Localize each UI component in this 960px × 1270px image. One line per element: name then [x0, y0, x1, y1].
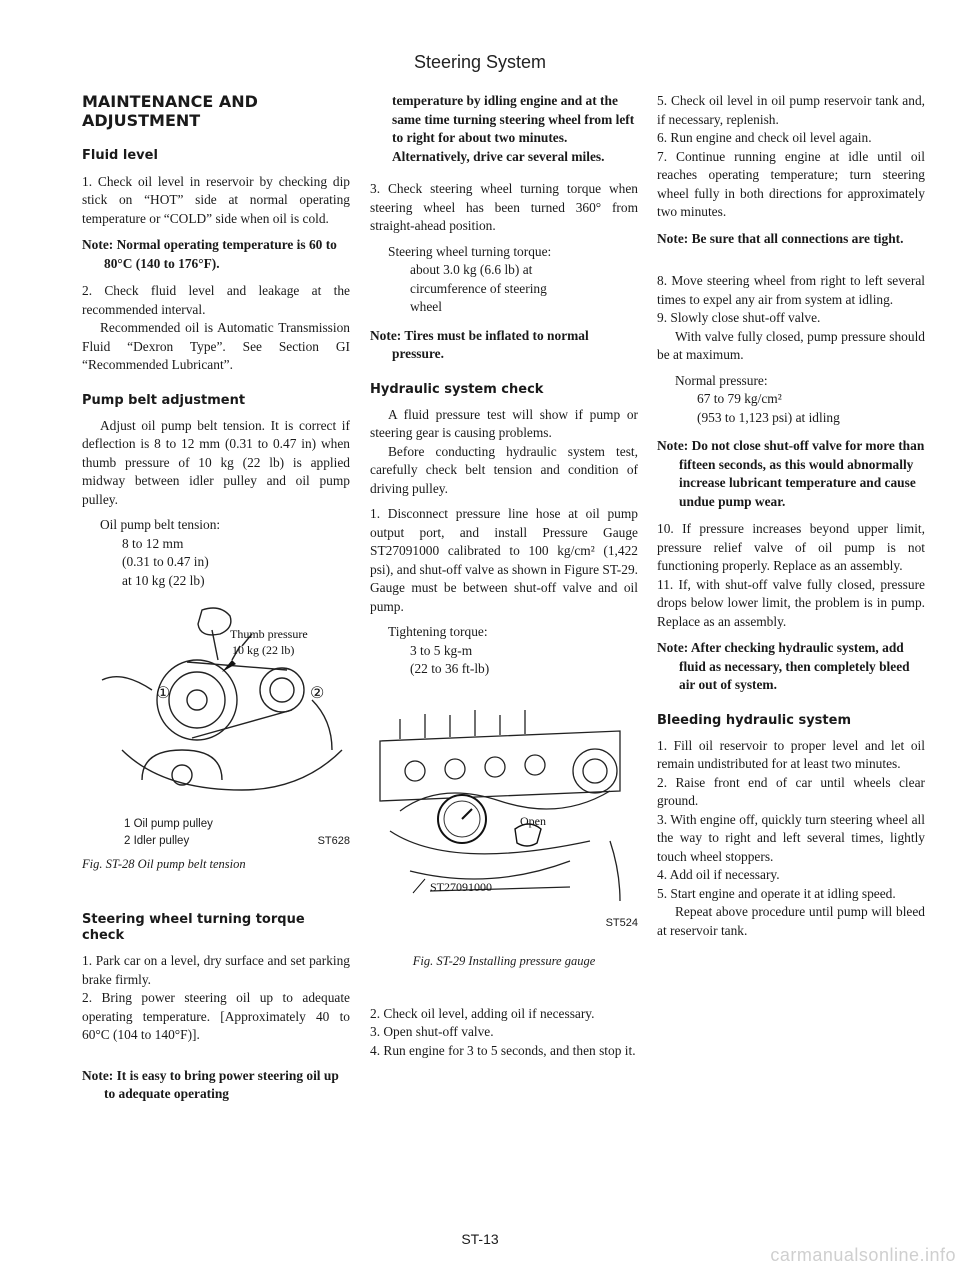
- paragraph: 8. Move steering wheel from right to left several times to expel any air from system at idling.: [657, 273, 925, 307]
- figure-caption: Fig. ST-29 Installing pressure gauge: [412, 954, 596, 969]
- marker-2: ②: [310, 685, 325, 703]
- belt-tension-illustration: [82, 600, 350, 810]
- paragraph: 4. Run engine for 3 to 5 seconds, and then stop it.: [370, 1042, 636, 1058]
- paragraph: 3. With engine off, quickly turn steering wheel all the way to right and left several times, lightly touch wheel stoppers.: [657, 811, 925, 864]
- paragraph: Before conducting hydraulic system test, carefully check belt tension and condition of driving pulley.: [370, 443, 638, 496]
- spec-value: about 3.0 kg (6.6 lb) at: [410, 262, 533, 277]
- note: Note: Tires must be inflated to normal pressure.: [370, 327, 589, 361]
- column-left: [82, 92, 350, 1113]
- paragraph: 1. Park car on a level, dry surface and set parking brake firmly.: [82, 953, 350, 987]
- paragraph: Repeat above procedure until pump will bleed at reservoir tank.: [657, 904, 925, 938]
- paragraph: 1. Fill oil reservoir to proper level and let oil remain undistributed for at least two minutes.: [657, 737, 925, 772]
- spec-value: (22 to 36 ft-lb): [410, 661, 490, 677]
- paragraph: 3. Check steering wheel turning torque when steering wheel has been turned 360° from straight-ahead position.: [370, 181, 638, 233]
- note: Note: It is easy to bring power steering oil up to adequate operating: [82, 1067, 339, 1102]
- note: Note: After checking hydraulic system, add fluid as necessary, then completely bleed air out of system.: [657, 640, 910, 692]
- legend-item: 2 Idler pulley: [124, 835, 190, 848]
- heading-torque-check: Steering wheel turning torque check: [82, 911, 305, 943]
- legend-row: [124, 833, 350, 850]
- paragraph: A fluid pressure test will show if pump or steering gear is causing problems.: [370, 406, 638, 441]
- note-continued: temperature by idling engine and at the same time turning steering wheel from left to right for about two minutes. Alternatively, drive car several miles.: [392, 93, 635, 164]
- heading-fluid-level: Fluid level: [82, 148, 158, 164]
- paragraph: Recommended oil is Automatic Transmission Fluid “Dexron Type”. See Section GI “Recommended Lubricant”.: [82, 320, 350, 373]
- figure-st29: [370, 701, 638, 971]
- label-thumb-kg: 10 kg (22 lb): [232, 643, 295, 658]
- spec-label: Tightening torque:: [388, 624, 488, 640]
- figure-code: ST628: [317, 835, 350, 848]
- note: Note: Do not close shut-off valve for more than fifteen seconds, as this would abnormally increase lubricant temperature and cause undue pump wear.: [657, 438, 925, 509]
- spec-value: 3 to 5 kg-m: [410, 642, 473, 658]
- marker-1: ①: [156, 685, 171, 703]
- page-header: Steering System: [413, 52, 547, 72]
- paragraph: 6. Run engine and check oil level again.: [657, 130, 872, 145]
- paragraph: 7. Continue running engine at idle until oil reaches operating temperature; turn steering wheel fully in both directions for approximately two minutes.: [657, 148, 925, 219]
- column-middle: [370, 92, 638, 1067]
- figure-caption: Fig. ST-28 Oil pump belt tension: [82, 857, 246, 872]
- note: Note: Be sure that all connections are tight.: [657, 230, 904, 246]
- paragraph: 5. Check oil level in oil pump reservoir tank and, if necessary, replenish.: [657, 93, 925, 127]
- label-thumb-pressure: Thumb pressure: [230, 627, 308, 642]
- paragraph: 2. Raise front end of car until wheels clear ground.: [657, 774, 925, 809]
- page-number: ST-13: [461, 1231, 499, 1247]
- column-right: [657, 92, 925, 947]
- paragraph: 2. Check fluid level and leakage at the recommended interval.: [82, 283, 350, 317]
- paragraph: 1. Check oil level in reservoir by checking dip stick on “HOT” side at normal operating temperature or “COLD” side when oil is cold.: [82, 173, 350, 226]
- label-gauge-tool: ST27091000: [430, 879, 493, 894]
- spec-value: (953 to 1,123 psi) at idling: [697, 409, 840, 425]
- spec-value: wheel: [410, 299, 442, 314]
- spec-value: (0.31 to 0.47 in): [122, 554, 209, 570]
- paragraph: 2. Check oil level, adding oil if necessary.: [370, 1005, 595, 1021]
- pressure-gauge-illustration: [370, 701, 638, 911]
- spec-normal-pressure: [675, 372, 925, 428]
- heading-bleeding: Bleeding hydraulic system: [657, 712, 851, 728]
- heading-hydraulic-check: Hydraulic system check: [370, 381, 544, 397]
- paragraph: 3. Open shut-off valve.: [370, 1024, 494, 1040]
- spec-tightening-torque: [388, 623, 638, 679]
- note: Note: Normal operating temperature is 60 to 80°C (140 to 176°F).: [82, 237, 337, 271]
- watermark: carmanualsonline.info: [770, 1245, 956, 1266]
- label-open: Open: [520, 813, 546, 828]
- figure-code: ST524: [605, 917, 638, 930]
- paragraph: 5. Start engine and operate it at idling speed.: [657, 885, 896, 901]
- paragraph: 10. If pressure increases beyond upper limit, pressure relief valve of oil pump is not functioning properly. Replace as an assembly.: [657, 521, 925, 573]
- heading-pump-belt: Pump belt adjustment: [82, 392, 246, 408]
- spec-label: Normal pressure:: [675, 372, 768, 388]
- paragraph: 2. Bring power steering oil up to adequate operating temperature. [Approximately 40 to 60°C (104 to 140°F)].: [82, 990, 350, 1043]
- paragraph: 1. Disconnect pressure line hose at oil pump output port, and install Pressure Gauge ST27091000 calibrated to 100 kg/cm² (1,422 psi), and shut-off valve as shown in Figure ST-29. Gauge must be between shut-off valve and oil pump.: [370, 506, 638, 614]
- spec-value: circumference of steering: [410, 280, 547, 296]
- spec-label: Oil pump belt tension:: [100, 517, 221, 533]
- paragraph: With valve fully closed, pump pressure should be at maximum.: [657, 328, 925, 362]
- spec-turning-torque: [388, 243, 638, 317]
- legend-item: 1 Oil pump pulley: [124, 817, 213, 830]
- paragraph: 4. Add oil if necessary.: [657, 867, 780, 883]
- spec-value: at 10 kg (22 lb): [122, 572, 205, 588]
- spec-value: 8 to 12 mm: [122, 535, 184, 551]
- paragraph: 9. Slowly close shut-off valve.: [657, 310, 821, 325]
- section-title: MAINTENANCE AND ADJUSTMENT: [82, 92, 258, 131]
- spec-value: 67 to 79 kg/cm²: [697, 391, 782, 406]
- paragraph: 11. If, with shut-off valve fully closed, pressure drops below lower limit, the problem is in pump. Replace as an assembly.: [657, 576, 925, 629]
- spec-label: Steering wheel turning torque:: [388, 243, 552, 259]
- paragraph: Adjust oil pump belt tension. It is correct if deflection is 8 to 12 mm (0.31 to 0.47 in) when thumb pressure of 10 kg (22 lb) is applied midway between idler pulley and oil pump pulley.: [82, 417, 350, 507]
- spec-belt-tension: [100, 516, 350, 590]
- figure-st28: [82, 600, 350, 873]
- figure-legend: [124, 816, 350, 851]
